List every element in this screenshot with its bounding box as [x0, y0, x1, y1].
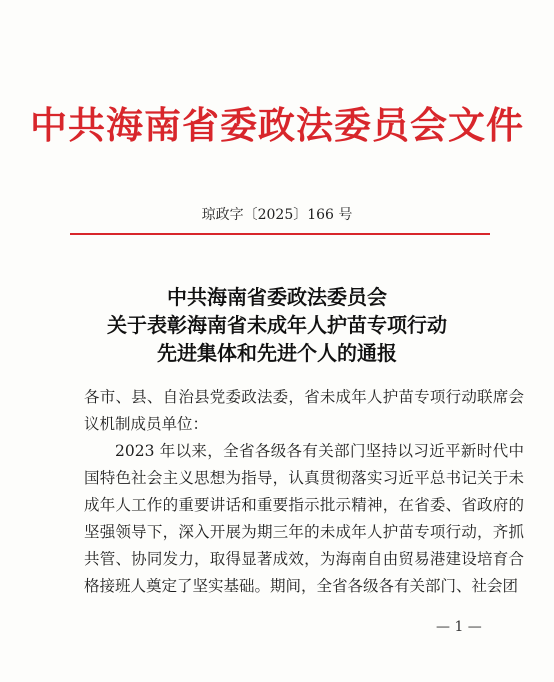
salutation: 各市、县、自治县党委政法委，省未成年人护苗专项行动联席会议机制成员单位：	[84, 388, 524, 433]
red-separator-line	[70, 233, 490, 235]
title-line-2: 关于表彰海南省未成年人护苗专项行动	[107, 313, 447, 337]
title-line-3: 先进集体和先进个人的通报	[157, 341, 397, 365]
title-line-1: 中共海南省委政法委员会	[167, 285, 387, 309]
document-body	[84, 384, 524, 600]
body-paragraph: 2023 年以来，全省各级各有关部门坚持以习近平新时代中国特色社会主义思想为指导，认真贯彻落实习近平总书记关于未成年人工作的重要讲话和重要指示批示精神，在省委、省政府的坚强领导下，深入开展为期三年的未成年人护苗专项行动，齐抓共管、协同发力，取得显著成效，为海南自由贸易港建设培育合格接班人奠定了坚实基础。期间，全省各级各有关部门、社会团	[84, 442, 524, 595]
issuer-header: 中共海南省委政法委员会文件	[30, 103, 524, 147]
document-title	[0, 283, 554, 367]
page-number: — 1 —	[436, 619, 482, 635]
document-number: 琼政字〔2025〕166 号	[201, 207, 353, 223]
